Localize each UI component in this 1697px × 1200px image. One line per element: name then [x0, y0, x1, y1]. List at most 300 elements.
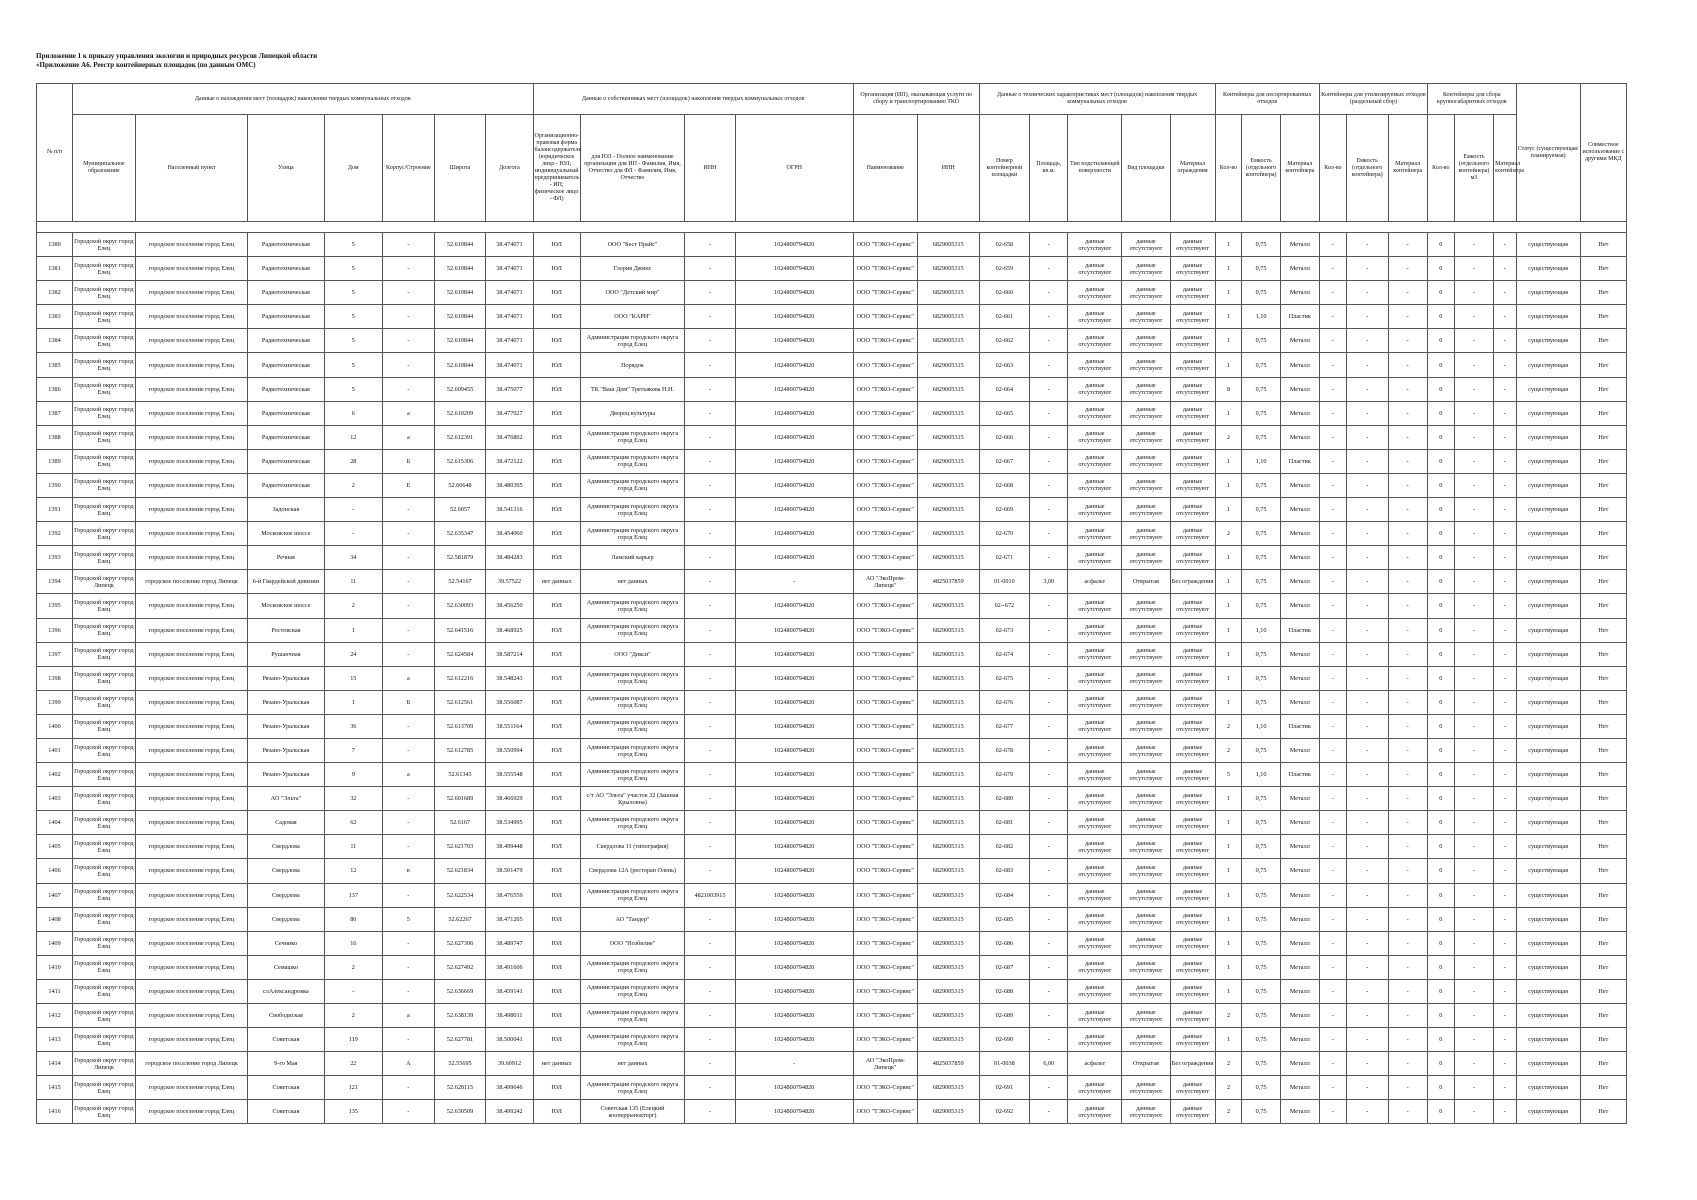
table-cell: 32: [324, 787, 382, 811]
header-material: Материал контейнера: [1280, 115, 1319, 222]
table-cell: Сечнико: [248, 931, 324, 955]
table-row: [37, 473, 1627, 497]
table-cell: данные отсутствуют: [1068, 1028, 1122, 1052]
table-cell: -: [1494, 353, 1516, 377]
table-cell: 5: [324, 353, 382, 377]
table-cell: ЮЛ: [533, 353, 580, 377]
table-cell: -: [1494, 281, 1516, 305]
table-cell: данные отсутствуют: [1170, 449, 1215, 473]
table-cell: 5: [324, 329, 382, 353]
table-cell: Нет: [1580, 546, 1626, 570]
header-shared: Совместное использование с другими МКД: [1580, 84, 1626, 222]
table-row: [37, 859, 1627, 883]
table-cell: 1391: [37, 498, 73, 522]
table-cell: 1395: [37, 594, 73, 618]
table-cell: данные отсутствуют: [1068, 377, 1122, 401]
table-cell: 0: [1427, 233, 1454, 257]
header-spacer: [37, 222, 1627, 233]
table-cell: 52.610844: [434, 233, 486, 257]
table-cell: данные отсутствуют: [1122, 714, 1170, 738]
table-cell: Открытая: [1122, 570, 1170, 594]
table-cell: 5: [324, 257, 382, 281]
table-cell: 38.556087: [486, 690, 533, 714]
table-cell: 0: [1427, 353, 1454, 377]
table-cell: Нет: [1580, 955, 1626, 979]
table-cell: АО "ЭкоПром-Липецк": [853, 570, 917, 594]
table-cell: 1024800794820: [735, 425, 853, 449]
table-cell: 1380: [37, 233, 73, 257]
table-cell: ООО "ТЭКО-Сервис": [853, 1004, 917, 1028]
table-cell: существующая: [1516, 642, 1580, 666]
table-cell: данные отсутствуют: [1170, 522, 1215, 546]
table-cell: -: [1346, 473, 1388, 497]
table-row: [37, 811, 1627, 835]
caption-line-1: Приложение 1 к приказу управления экологии и природных ресурсов Липецкой области: [36, 52, 318, 60]
table-cell: -: [1454, 377, 1493, 401]
table-cell: данные отсутствуют: [1122, 738, 1170, 762]
table-cell: -: [1030, 714, 1068, 738]
table-cell: 02-691: [979, 1076, 1030, 1100]
table-cell: -: [324, 522, 382, 546]
table-cell: 02-671: [979, 546, 1030, 570]
table-cell: данные отсутствуют: [1122, 883, 1170, 907]
table-cell: -: [1388, 353, 1427, 377]
table-cell: Металл: [1280, 473, 1319, 497]
table-cell: 9: [324, 763, 382, 787]
table-cell: существующая: [1516, 738, 1580, 762]
table-cell: А: [383, 1052, 435, 1076]
table-cell: Металл: [1280, 955, 1319, 979]
table-cell: 1: [1215, 329, 1242, 353]
table-cell: Нет: [1580, 353, 1626, 377]
table-cell: -: [1346, 955, 1388, 979]
table-cell: -: [1494, 714, 1516, 738]
table-cell: -: [1319, 522, 1346, 546]
header-group-operator: Организация (ИП), оказывающая услуги по сбору и транспортированию ТКО: [853, 84, 979, 115]
table-cell: Ростовская: [248, 618, 324, 642]
table-cell: 02-689: [979, 1004, 1030, 1028]
table-cell: 6829005315: [917, 763, 979, 787]
table-row: [37, 1100, 1627, 1124]
table-cell: -: [1346, 305, 1388, 329]
table-cell: 38.468925: [486, 618, 533, 642]
table-cell: -: [324, 498, 382, 522]
header-ogrn: ОГРН: [735, 115, 853, 222]
table-cell: 0: [1427, 883, 1454, 907]
table-cell: данные отсутствуют: [1122, 763, 1170, 787]
table-cell: -: [1319, 570, 1346, 594]
table-cell: -: [1388, 763, 1427, 787]
table-cell: -: [1346, 666, 1388, 690]
table-cell: ООО "ТЭКО-Сервис": [853, 1076, 917, 1100]
header-material2: Материал контейнера: [1388, 115, 1427, 222]
table-cell: Нет: [1580, 883, 1626, 907]
table-cell: городское поселение город Елец: [135, 546, 247, 570]
table-cell: 1: [1215, 907, 1242, 931]
header-op-name: Наименование: [853, 115, 917, 222]
table-cell: 2: [1215, 1052, 1242, 1076]
table-cell: 02-667: [979, 449, 1030, 473]
table-cell: 1,10: [1242, 763, 1280, 787]
table-cell: 62: [324, 811, 382, 835]
table-cell: 0,75: [1242, 329, 1280, 353]
table-cell: 52.612561: [434, 690, 486, 714]
table-cell: данные отсутствуют: [1122, 931, 1170, 955]
table-cell: ЮЛ: [533, 714, 580, 738]
table-cell: а: [383, 1004, 435, 1028]
table-cell: 1024800794820: [735, 449, 853, 473]
table-cell: -: [1494, 883, 1516, 907]
table-cell: -: [1388, 594, 1427, 618]
table-cell: 38.475077: [486, 377, 533, 401]
table-cell: ЮЛ: [533, 594, 580, 618]
table-cell: Металл: [1280, 257, 1319, 281]
table-cell: -: [1454, 498, 1493, 522]
table-cell: ООО "ТЭКО-Сервис": [853, 763, 917, 787]
table-cell: 6829005315: [917, 979, 979, 1003]
header-owner-name: для ЮЛ - Полное наименование организации для ИП - Фамилия, Имя, Отчество для ФЛ - Фамилия, Имя, Отчество: [580, 115, 684, 222]
table-cell: данные отсутствуют: [1170, 835, 1215, 859]
table-cell: 6: [324, 401, 382, 425]
table-cell: -: [1454, 642, 1493, 666]
table-cell: городское поселение город Елец: [135, 1076, 247, 1100]
header-group-cont-bulky: Контейнеры для сбора крупногабаритных отходов: [1427, 84, 1516, 115]
table-cell: Городской округ город Елец: [72, 955, 135, 979]
table-cell: 0: [1427, 787, 1454, 811]
table-cell: Нет: [1580, 979, 1626, 1003]
table-cell: -: [1030, 811, 1068, 835]
table-cell: Б: [383, 690, 435, 714]
table-cell: ООО "ТЭКО-Сервис": [853, 690, 917, 714]
table-cell: 0: [1427, 1028, 1454, 1052]
table-cell: 16: [324, 931, 382, 955]
table-cell: 1: [1215, 979, 1242, 1003]
table-cell: -: [1319, 353, 1346, 377]
table-cell: -: [1346, 763, 1388, 787]
table-cell: Администрация городского округа город Елец: [580, 473, 684, 497]
table-cell: ЮЛ: [533, 1004, 580, 1028]
table-cell: -: [1346, 449, 1388, 473]
table-cell: Металл: [1280, 401, 1319, 425]
table-cell: 6829005315: [917, 401, 979, 425]
table-cell: Городской округ город Елец: [72, 931, 135, 955]
table-cell: 1: [1215, 594, 1242, 618]
table-cell: Городской округ город Елец: [72, 305, 135, 329]
table-cell: 1024800794820: [735, 353, 853, 377]
table-cell: Металл: [1280, 425, 1319, 449]
table-cell: 1: [1215, 1028, 1242, 1052]
table-cell: данные отсутствуют: [1122, 618, 1170, 642]
table-cell: 52.610209: [434, 401, 486, 425]
table-cell: 1399: [37, 690, 73, 714]
table-cell: данные отсутствуют: [1122, 1028, 1170, 1052]
table-cell: 52.641516: [434, 618, 486, 642]
table-cell: -: [1454, 955, 1493, 979]
table-cell: 9-го Мая: [248, 1052, 324, 1076]
table-cell: 0: [1427, 859, 1454, 883]
table-cell: -: [1319, 1076, 1346, 1100]
table-cell: 1: [1215, 257, 1242, 281]
table-cell: 2: [1215, 738, 1242, 762]
table-cell: 0,75: [1242, 1076, 1280, 1100]
table-cell: городское поселение город Елец: [135, 690, 247, 714]
table-cell: 02-673: [979, 618, 1030, 642]
table-cell: Металл: [1280, 1076, 1319, 1100]
table-cell: Рязано-Уральская: [248, 690, 324, 714]
table-cell: Нет: [1580, 1004, 1626, 1028]
table-cell: 1: [1215, 787, 1242, 811]
table-cell: существующая: [1516, 955, 1580, 979]
table-cell: 02-663: [979, 353, 1030, 377]
table-cell: Городской округ город Елец: [72, 1100, 135, 1124]
table-cell: -: [1346, 1028, 1388, 1052]
table-cell: -: [685, 1076, 736, 1100]
table-cell: ООО "ТЭКО-Сервис": [853, 522, 917, 546]
table-cell: -: [1030, 1004, 1068, 1028]
table-cell: 1: [1215, 859, 1242, 883]
table-cell: -: [685, 690, 736, 714]
table-cell: ЮЛ: [533, 425, 580, 449]
table-cell: 0: [1427, 1052, 1454, 1076]
table-cell: данные отсутствуют: [1068, 931, 1122, 955]
table-cell: 1415: [37, 1076, 73, 1100]
table-cell: существующая: [1516, 787, 1580, 811]
table-cell: -: [1319, 835, 1346, 859]
table-cell: 02-665: [979, 401, 1030, 425]
table-cell: 38.489747: [486, 931, 533, 955]
table-cell: 38.587214: [486, 642, 533, 666]
table-cell: 0: [1427, 931, 1454, 955]
table-row: [37, 401, 1627, 425]
table-cell: ООО "ТЭКО-Сервис": [853, 859, 917, 883]
table-cell: 0: [1427, 955, 1454, 979]
table-cell: -: [1030, 594, 1068, 618]
table-cell: -: [1454, 1052, 1493, 1076]
table-row: [37, 570, 1627, 594]
table-cell: городское поселение город Елец: [135, 498, 247, 522]
table-cell: -: [685, 377, 736, 401]
table-cell: 1024800794820: [735, 859, 853, 883]
table-cell: данные отсутствуют: [1068, 979, 1122, 1003]
table-cell: данные отсутствуют: [1122, 233, 1170, 257]
table-cell: 52.61343: [434, 763, 486, 787]
table-cell: ООО "ТЭКО-Сервис": [853, 257, 917, 281]
table-cell: данные отсутствуют: [1068, 449, 1122, 473]
table-cell: -: [1030, 787, 1068, 811]
table-cell: -: [1346, 594, 1388, 618]
table-cell: Нет: [1580, 859, 1626, 883]
table-cell: 1,10: [1242, 449, 1280, 473]
table-cell: -: [383, 522, 435, 546]
table-cell: -: [1346, 377, 1388, 401]
table-cell: Речная: [248, 546, 324, 570]
table-cell: -: [1030, 425, 1068, 449]
table-cell: городское поселение город Елец: [135, 714, 247, 738]
table-cell: Администрация городского округа город Елец: [580, 666, 684, 690]
table-cell: 02--672: [979, 594, 1030, 618]
table-cell: Металл: [1280, 738, 1319, 762]
table-cell: -: [1494, 522, 1516, 546]
table-cell: -: [685, 257, 736, 281]
table-cell: Металл: [1280, 859, 1319, 883]
table-cell: Нет: [1580, 931, 1626, 955]
table-cell: ООО "ТЭКО-Сервис": [853, 738, 917, 762]
table-cell: 38.551164: [486, 714, 533, 738]
table-row: [37, 883, 1627, 907]
table-cell: -: [1494, 666, 1516, 690]
table-cell: 0,75: [1242, 979, 1280, 1003]
table-cell: -: [324, 979, 382, 1003]
table-cell: -: [1319, 931, 1346, 955]
table-cell: 4825037859: [917, 570, 979, 594]
table-cell: 1: [1215, 955, 1242, 979]
table-cell: -: [1346, 714, 1388, 738]
table-cell: ЮЛ: [533, 955, 580, 979]
table-cell: ЮЛ: [533, 763, 580, 787]
table-cell: асфальт: [1068, 570, 1122, 594]
table-cell: -: [685, 811, 736, 835]
table-cell: Металл: [1280, 907, 1319, 931]
table-cell: -: [1030, 835, 1068, 859]
table-cell: -: [1346, 1004, 1388, 1028]
table-cell: ЮЛ: [533, 787, 580, 811]
table-cell: Городской округ город Елец: [72, 473, 135, 497]
table-cell: Пластик: [1280, 763, 1319, 787]
table-cell: Нет: [1580, 233, 1626, 257]
table-cell: Администрация городского округа город Елец: [580, 594, 684, 618]
table-cell: 0,75: [1242, 377, 1280, 401]
table-cell: -: [1454, 449, 1493, 473]
table-cell: 6829005315: [917, 377, 979, 401]
table-cell: 6829005315: [917, 738, 979, 762]
table-cell: -: [1494, 618, 1516, 642]
table-cell: Б: [383, 449, 435, 473]
table-cell: Администрация городского округа город Елец: [580, 811, 684, 835]
table-cell: Нет: [1580, 377, 1626, 401]
table-cell: -: [1030, 883, 1068, 907]
table-cell: 1400: [37, 714, 73, 738]
table-cell: ЮЛ: [533, 546, 580, 570]
table-cell: городское поселение город Елец: [135, 1100, 247, 1124]
table-cell: -: [685, 666, 736, 690]
table-cell: 6829005315: [917, 955, 979, 979]
table-cell: ЮЛ: [533, 931, 580, 955]
table-cell: городское поселение город Елец: [135, 955, 247, 979]
table-cell: 2: [324, 594, 382, 618]
table-cell: Администрация городского округа город Елец: [580, 1004, 684, 1028]
table-cell: 1024800794820: [735, 401, 853, 425]
table-cell: -: [1319, 305, 1346, 329]
table-cell: -: [1346, 329, 1388, 353]
table-cell: 0: [1427, 666, 1454, 690]
header-surface: Тип подстилающей поверхности: [1068, 115, 1122, 222]
header-longitude: Долгота: [486, 115, 533, 222]
table-cell: Порядок: [580, 353, 684, 377]
header-group-tech: Данные о технических характеристиках мест (площадок) накопления твердых коммунальных отходов: [979, 84, 1215, 115]
table-cell: данные отсутствуют: [1170, 594, 1215, 618]
table-cell: Металл: [1280, 787, 1319, 811]
table-cell: данные отсутствуют: [1068, 642, 1122, 666]
table-cell: 52.62267: [434, 907, 486, 931]
table-cell: Металл: [1280, 883, 1319, 907]
table-cell: 0,75: [1242, 642, 1280, 666]
table-cell: 0: [1427, 570, 1454, 594]
table-cell: Администрация городского округа город Елец: [580, 955, 684, 979]
table-cell: -: [1494, 425, 1516, 449]
table-cell: ООО "ТЭКО-Сервис": [853, 281, 917, 305]
table-cell: данные отсутствуют: [1122, 473, 1170, 497]
table-cell: 52.621834: [434, 859, 486, 883]
table-cell: -: [685, 1028, 736, 1052]
table-cell: существующая: [1516, 618, 1580, 642]
table-cell: 0: [1427, 329, 1454, 353]
table-cell: Нет: [1580, 1100, 1626, 1124]
table-cell: данные отсутствуют: [1170, 859, 1215, 883]
table-cell: данные отсутствуют: [1068, 955, 1122, 979]
table-cell: существующая: [1516, 498, 1580, 522]
table-cell: Городской округ город Елец: [72, 642, 135, 666]
table-cell: 1: [324, 690, 382, 714]
table-cell: -: [1494, 787, 1516, 811]
table-cell: существующая: [1516, 473, 1580, 497]
table-cell: ООО "ТЭКО-Сервис": [853, 714, 917, 738]
table-row: [37, 1076, 1627, 1100]
table-cell: данные отсутствуют: [1068, 498, 1122, 522]
table-row: [37, 449, 1627, 473]
table-cell: 02-681: [979, 811, 1030, 835]
table-cell: 1: [1215, 401, 1242, 425]
table-row: [37, 763, 1627, 787]
table-cell: -: [1319, 473, 1346, 497]
table-cell: 1393: [37, 546, 73, 570]
table-cell: 4825037859: [917, 1052, 979, 1076]
table-cell: асфальт: [1068, 1052, 1122, 1076]
table-cell: 24: [324, 642, 382, 666]
table-cell: 1024800794820: [735, 690, 853, 714]
table-cell: 1383: [37, 305, 73, 329]
table-cell: 02-686: [979, 931, 1030, 955]
table-cell: -: [1346, 498, 1388, 522]
table-cell: -: [1319, 618, 1346, 642]
table-cell: 38.541316: [486, 498, 533, 522]
table-cell: Рязано-Уральская: [248, 666, 324, 690]
table-cell: Е: [383, 473, 435, 497]
table-cell: данные отсутствуют: [1068, 714, 1122, 738]
table-cell: существующая: [1516, 835, 1580, 859]
table-cell: Металл: [1280, 1052, 1319, 1076]
table-cell: а: [383, 425, 435, 449]
table-cell: -: [1319, 425, 1346, 449]
table-cell: 1,10: [1242, 618, 1280, 642]
table-cell: 52.612391: [434, 425, 486, 449]
table-cell: Городской округ город Елец: [72, 787, 135, 811]
table-cell: Нет: [1580, 498, 1626, 522]
table-cell: 6829005315: [917, 1004, 979, 1028]
table-cell: 1024800794820: [735, 666, 853, 690]
table-cell: Городской округ город Елец: [72, 618, 135, 642]
table-cell: Рязано-Уральская: [248, 714, 324, 738]
table-cell: ЮЛ: [533, 618, 580, 642]
table-cell: городское поселение город Елец: [135, 377, 247, 401]
table-cell: -: [1030, 931, 1068, 955]
table-cell: Советская: [248, 1028, 324, 1052]
table-cell: 0: [1427, 425, 1454, 449]
table-cell: 2: [324, 473, 382, 497]
table-cell: 0,75: [1242, 811, 1280, 835]
table-cell: 1386: [37, 377, 73, 401]
table-cell: 38.501479: [486, 859, 533, 883]
table-cell: ЮЛ: [533, 329, 580, 353]
